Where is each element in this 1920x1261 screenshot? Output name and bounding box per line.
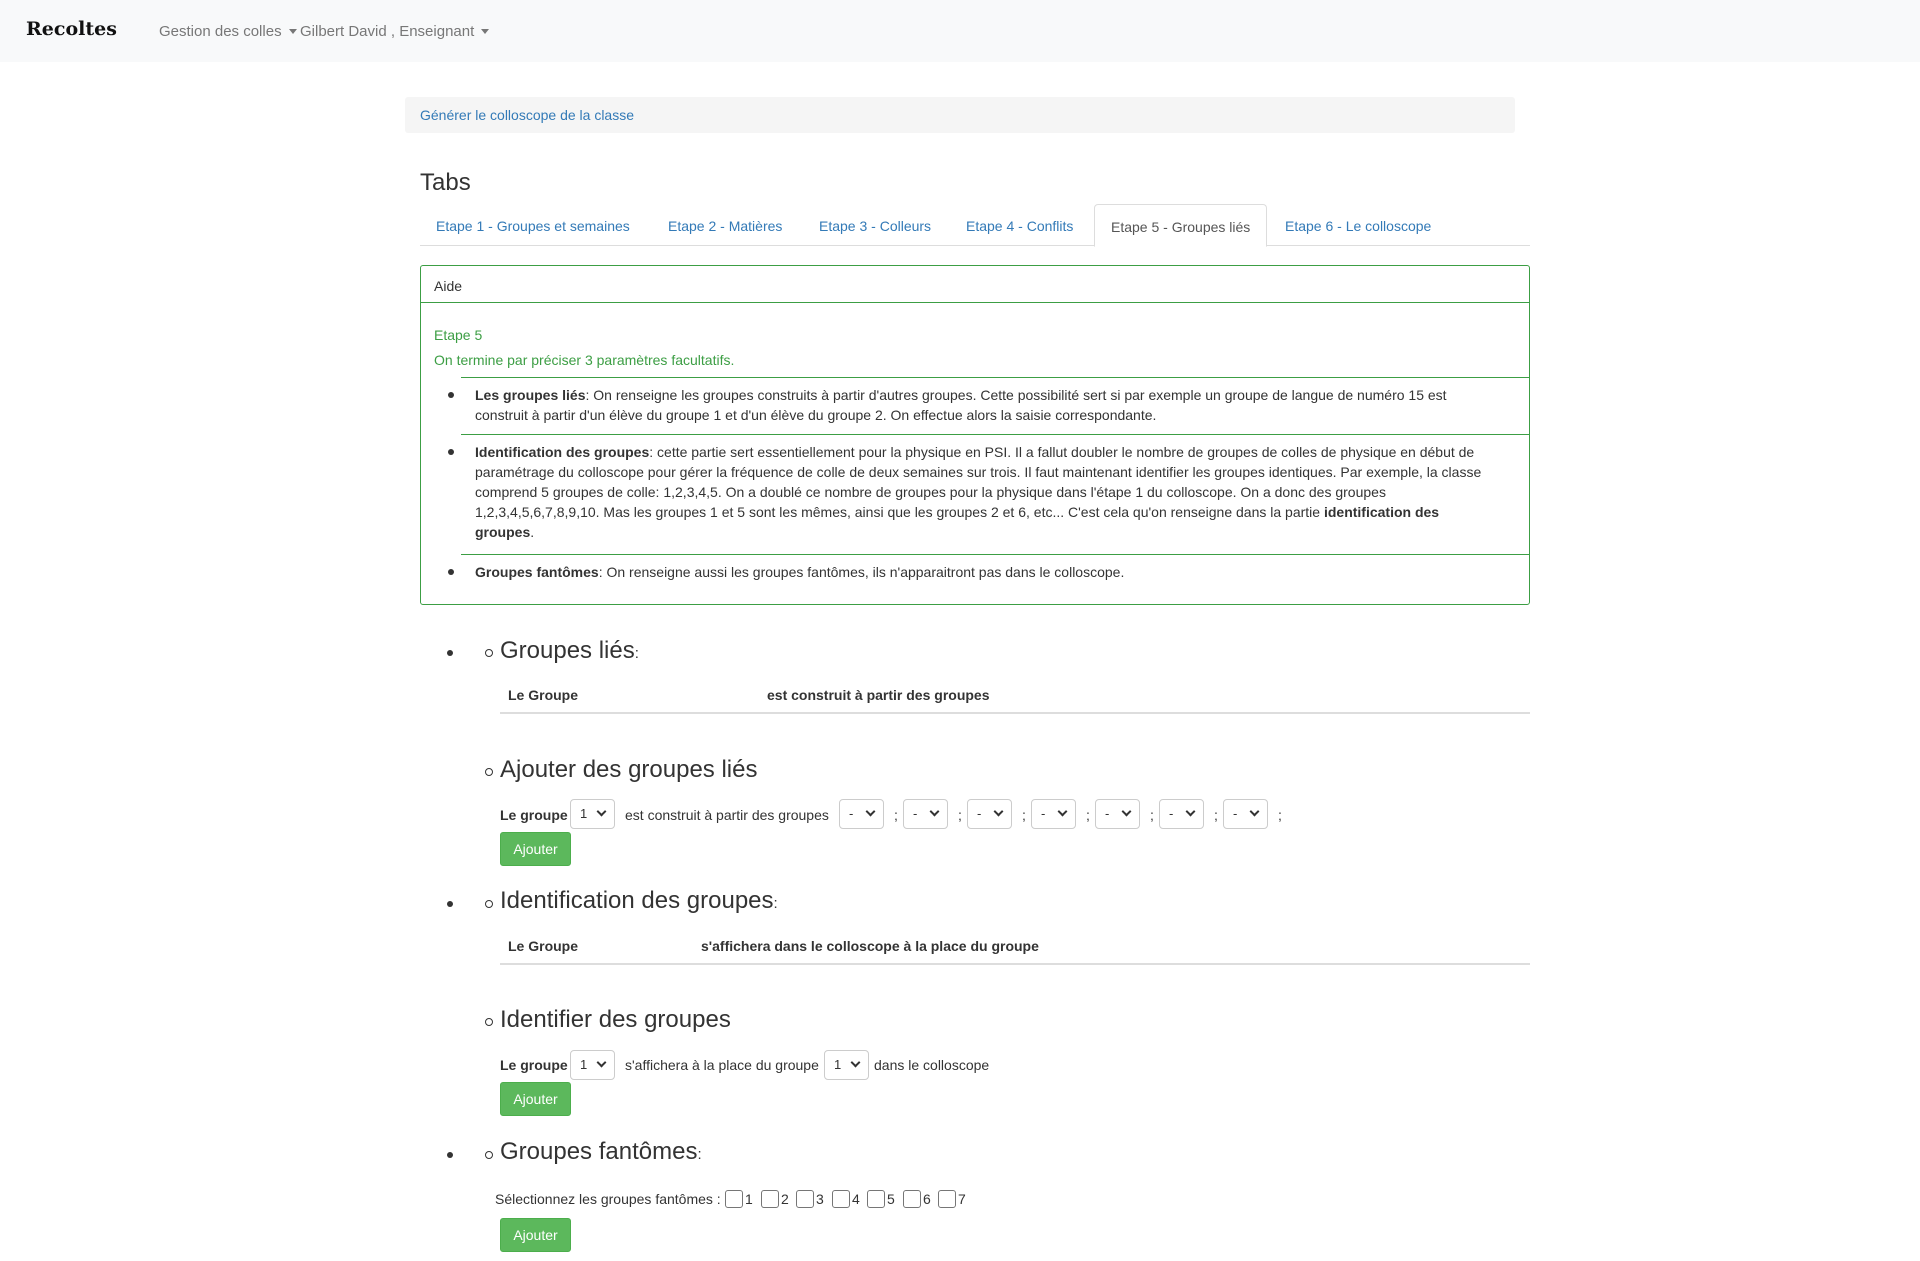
help-item-title: Identification des groupes [475,444,650,460]
table-header-construit: est construit à partir des groupes [767,687,990,703]
ghost-checkbox-6[interactable] [903,1190,921,1208]
circle-bullet-icon [485,649,493,657]
table-divider [500,963,1530,965]
linked-source-select-4[interactable] [1031,799,1076,829]
select-value: - [1169,806,1174,821]
ghost-checkbox-label: 5 [887,1191,895,1207]
separator: ; [1150,807,1154,823]
linked-source-select-3[interactable] [967,799,1012,829]
menu-gestion-colles[interactable] [159,23,297,40]
add-linked-button[interactable]: Ajouter [500,832,571,866]
help-panel [420,265,1530,605]
select-value: - [977,806,982,821]
linked-source-select-2[interactable] [903,799,948,829]
section-title-colon: : [697,1146,702,1163]
label-in-colloscope: dans le colloscope [874,1057,990,1073]
chevron-down-icon [597,1058,607,1068]
separator: ; [1278,807,1282,823]
table-header-le-groupe: Le Groupe [508,687,579,703]
separator: ; [1214,807,1218,823]
label-le-groupe: Le groupe [500,1057,568,1073]
select-value: - [1233,806,1238,821]
label-le-groupe: Le groupe [500,807,568,823]
bullet-icon [447,1152,453,1158]
separator: ; [1086,807,1090,823]
chevron-down-icon [851,1058,861,1068]
divider [461,434,1529,435]
table-header-le-groupe: Le Groupe [508,938,579,954]
help-item-text: : cette partie sert essentiellement pour la physique en PSI. Il a fallut doubler le nombre de groupes de colles de physique en début de paramétrage du colloscope pour gérer la fréquence de colle de deux semaines sur trois. Il faut maintenant identifier les groupes identiques. Par exemple, la classe comprend 5 groupes de colle: 1,2,3,4,5. On a doublé ce nombre de groupes pour la physique dans l'étape 1 du colloscope. On a donc des groupes 1,2,3,4,5,6,7,8,9,10. Mas les groupes 1 et 5 sont les mêmes, ainsi que les groupes 2 et 6, etc... C'est cela qu'on renseigne dans la partie [475,444,1482,520]
add-ghost-button[interactable]: Ajouter [500,1218,571,1252]
page-title: Tabs [420,169,471,196]
help-intro: On termine par préciser 3 paramètres facultatifs. [434,352,735,368]
label-shown-instead: s'affichera à la place du groupe [625,1057,819,1073]
help-item-end: . [530,524,535,540]
ghost-checkbox-5[interactable] [867,1190,885,1208]
bullet-icon [448,569,454,575]
bullet-icon [447,650,453,656]
menu-gestion-colles-label: Gestion des colles [159,23,282,40]
help-panel-header: Aide [421,266,1529,303]
divider [461,554,1529,555]
brand-logo[interactable]: Recoltes [26,18,117,40]
linked-source-select-1[interactable] [839,799,884,829]
navbar [0,0,1920,62]
ident-target-select[interactable] [824,1050,869,1080]
section-title-fantomes [500,1138,702,1166]
bullet-icon [448,392,454,398]
ghost-checkbox-label: 4 [852,1191,860,1207]
help-item-identification [475,442,1485,542]
breadcrumb [405,97,1515,133]
tab-etape-2[interactable]: Etape 2 - Matières [668,218,783,234]
linked-group-select[interactable] [570,799,615,829]
help-item-title: Groupes fantômes [475,564,599,580]
chevron-down-icon [930,807,940,817]
circle-bullet-icon [485,1018,493,1026]
help-item-text: : On renseigne les groupes construits à partir d'autres groupes. Cette possibilité sert si par exemple un groupe de langue de numéro 15 est construit à partir d'un élève du groupe 1 et d'un élève du groupe 2. On effectue alors la saisie correspondante. [475,387,1447,423]
circle-bullet-icon [485,768,493,776]
linked-source-select-6[interactable] [1159,799,1204,829]
section-title-text: Groupes fantômes [500,1138,698,1165]
chevron-down-icon [1250,807,1260,817]
section-title-text: Identification des groupes [500,887,774,914]
caret-down-icon [289,29,297,34]
generate-colloscope-link[interactable]: Générer le colloscope de la classe [420,107,635,123]
ghost-checkbox-label: 1 [745,1191,753,1207]
help-item-text: : On renseigne aussi les groupes fantômes, ils n'apparaitront pas dans le colloscope. [598,564,1125,580]
add-identification-button[interactable]: Ajouter [500,1082,571,1116]
caret-down-icon [481,29,489,34]
select-value: - [1041,806,1046,821]
tab-bar [420,204,1530,246]
circle-bullet-icon [485,900,493,908]
section-title-colon: : [773,895,778,912]
linked-form-row [500,807,568,823]
chevron-down-icon [994,807,1004,817]
section-title-groupes-lies [500,637,639,665]
section-title-ajouter-lies: Ajouter des groupes liés [500,756,758,783]
chevron-down-icon [1122,807,1132,817]
table-divider [500,712,1530,714]
bullet-icon [448,449,454,455]
ident-group-select[interactable] [570,1050,615,1080]
separator: ; [1022,807,1026,823]
section-title-identifier: Identifier des groupes [500,1006,731,1033]
help-item-groupes-lies [475,385,1485,425]
label-built-from: est construit à partir des groupes [625,807,829,823]
ghost-checkbox-label: 6 [923,1191,931,1207]
linked-source-select-5[interactable] [1095,799,1140,829]
select-value: 1 [580,1057,588,1072]
bullet-icon [447,901,453,907]
ghost-label: Sélectionnez les groupes fantômes : [495,1191,721,1207]
ident-form-row [500,1057,568,1073]
section-title-text: Groupes liés [500,637,635,664]
circle-bullet-icon [485,1151,493,1159]
ghost-checkbox-label: 2 [781,1191,789,1207]
ghost-checkbox-7[interactable] [938,1190,956,1208]
ghost-checkbox-label: 3 [816,1191,824,1207]
section-title-identification [500,887,778,915]
chevron-down-icon [866,807,876,817]
chevron-down-icon [1186,807,1196,817]
linked-source-select-7[interactable] [1223,799,1268,829]
help-step: Etape 5 [434,327,483,343]
select-value: 1 [834,1057,842,1072]
tab-etape-6[interactable]: Etape 6 - Le colloscope [1285,218,1432,234]
select-value: - [849,806,854,821]
separator: ; [894,807,898,823]
select-value: 1 [580,806,588,821]
help-item-bold: identification des groupes [475,504,1440,540]
chevron-down-icon [597,807,607,817]
tab-etape-5[interactable]: Etape 5 - Groupes liés [1094,204,1267,247]
menu-user[interactable] [300,23,489,40]
tab-etape-3[interactable]: Etape 3 - Colleurs [819,218,932,234]
tab-etape-4[interactable]: Etape 4 - Conflits [966,218,1074,234]
separator: ; [958,807,962,823]
help-item-title: Les groupes liés [475,387,586,403]
tab-etape-1[interactable]: Etape 1 - Groupes et semaines [436,218,630,234]
help-item-fantomes [475,562,1485,582]
select-value: - [1105,806,1110,821]
ghost-checkbox-1[interactable] [725,1190,743,1208]
divider [461,377,1529,378]
table-header-affichera: s'affichera dans le colloscope à la place du groupe [701,938,1039,954]
ghost-checkbox-4[interactable] [832,1190,850,1208]
select-value: - [913,806,918,821]
ghost-checkbox-2[interactable] [761,1190,779,1208]
ghost-checkbox-3[interactable] [796,1190,814,1208]
menu-user-label: Gilbert David , Enseignant [300,23,475,40]
chevron-down-icon [1058,807,1068,817]
ghost-checkbox-label: 7 [958,1191,966,1207]
section-title-colon: : [634,645,639,662]
